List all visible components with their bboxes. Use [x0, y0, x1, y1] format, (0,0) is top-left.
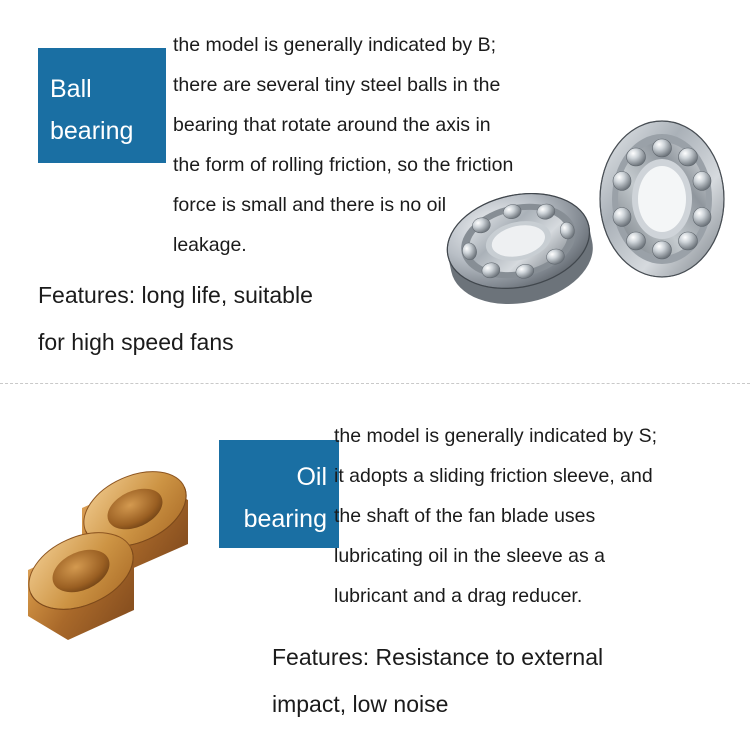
badge-ball-line-1: Ball	[50, 75, 92, 103]
badge-oil-line-2: bearing	[243, 505, 327, 533]
oil-features-line-2: impact, low noise	[272, 691, 449, 717]
oil-desc-line-1: the model is generally indicated by S;	[334, 425, 658, 447]
oil-desc-line-2: it adopts a sliding friction sleeve, and	[334, 465, 653, 487]
ball-features-line-1: Features: long life, suitable	[38, 282, 313, 308]
oil-bearing-description	[334, 416, 734, 616]
ball-bearing-features	[38, 272, 458, 366]
oil-features-line-1: Features: Resistance to external	[272, 644, 604, 670]
badge-oil-line-1: Oil	[296, 463, 327, 491]
ball-desc-line-6: leakage.	[173, 234, 247, 256]
oil-bearing-photo	[18, 470, 233, 655]
ball-desc-line-2: there are several tiny steel balls in the	[173, 74, 501, 96]
oil-bearing-features	[272, 634, 732, 728]
ball-desc-line-4: the form of rolling friction, so the friction	[173, 154, 514, 176]
oil-desc-line-3: the shaft of the fan blade uses	[334, 505, 596, 527]
ball-desc-line-1: the model is generally indicated by B;	[173, 34, 497, 56]
ball-desc-line-3: bearing that rotate around the axis in	[173, 114, 491, 136]
ball-desc-line-5: force is small and there is no oil	[173, 194, 447, 216]
oil-desc-line-5: lubricant and a drag reducer.	[334, 585, 583, 607]
badge-ball-line-2: bearing	[50, 117, 134, 145]
oil-desc-line-4: lubricating oil in the sleeve as a	[334, 545, 605, 567]
badge-oil-bearing	[219, 440, 339, 548]
badge-ball-bearing	[38, 48, 166, 163]
ball-features-line-2: for high speed fans	[38, 329, 234, 355]
ball-bearing-photo	[432, 113, 732, 325]
